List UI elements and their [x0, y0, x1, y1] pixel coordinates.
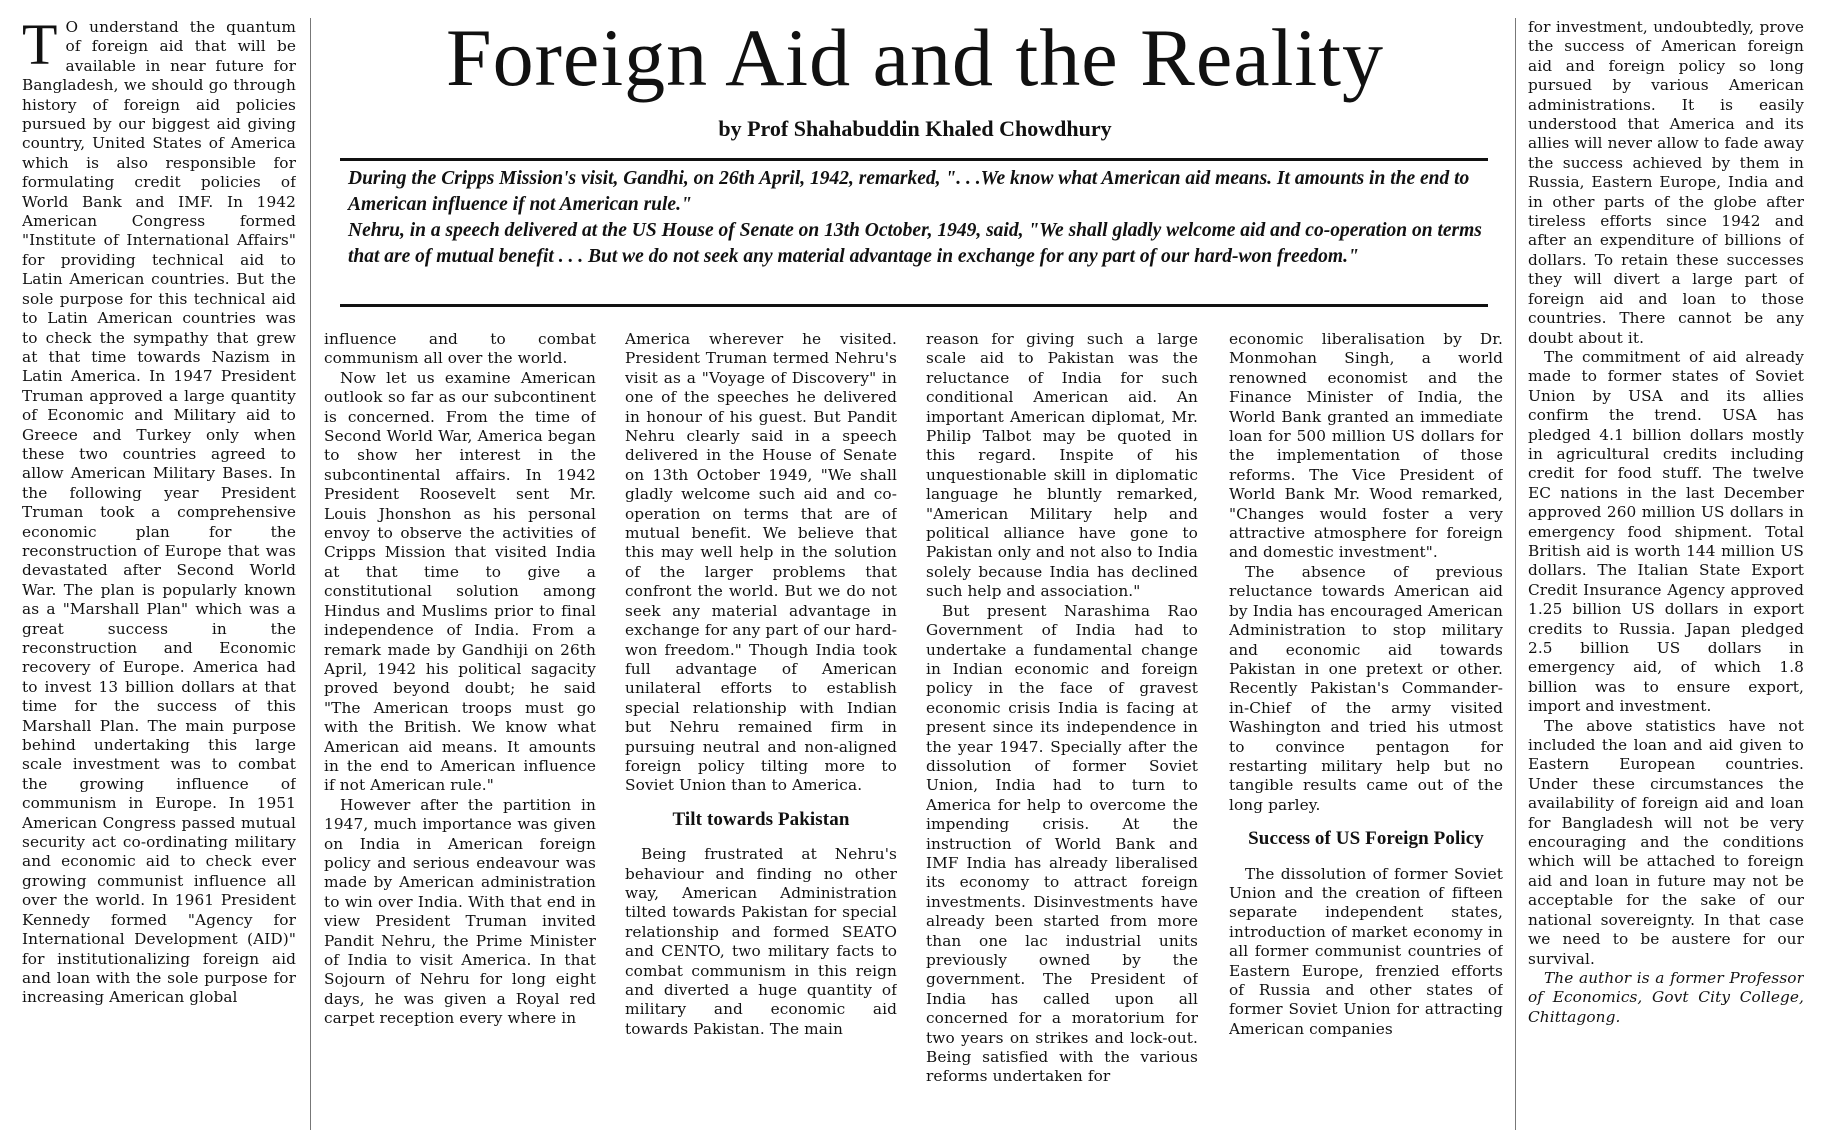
column-2: [324, 330, 596, 1130]
body-paragraph: Being frustrated at Nehru's behaviour and finding no other way, American Administration tilted towards Pakistan for special relationship and formed SEATO and CENTO, two military facts to combat communism in this reign and diverted a huge quantity of military and economic aid towards Pakistan. The main: [625, 845, 897, 1038]
body-paragraph: The commitment of aid already made to former states of Soviet Union by USA and its allies confirm the trend. USA has pledged 4.1 billion dollars mostly in agricultural credits including credit for food stuff. The twelve EC nations in the last December approved 260 million US dollars in emergency food shipment. Total British aid is worth 144 million US dollars. The Italian State Export Credit Insurance Agency approved 1.25 billion US dollars in export credits to Russia. Japan pledged 2.5 billion US dollars in emergency aid, of which 1.8 billion was to ensure export, import and investment.: [1528, 347, 1804, 716]
body-paragraph: The absence of previous reluctance towards American aid by India has encouraged American Administration to stop military and economic aid towards Pakistan in one pretext or other. Recently Pakistan's Commander-in-Chief of the army visited Washington and tried his utmost to convince pentagon for restarting military help but no tangible results came out of the long parley.: [1229, 562, 1503, 814]
column-4: [926, 330, 1198, 1130]
body-paragraph: reason for giving such a large scale aid to Pakistan was the reluctance of India for such conditional American aid. An important American diplomat, Mr. Philip Talbot may be quoted in this regard. Inspite of his unquestionable skill in diplomatic language he bluntly remarked, "American Military help and political alliance have gone to Pakistan only and not also to India solely because India has declined such help and association.": [926, 330, 1198, 601]
author-credit: The author is a former Professor of Economics, Govt City College, Chittagong.: [1528, 968, 1804, 1026]
body-paragraph: influence and to combat communism all over the world.: [324, 330, 596, 368]
pullquote-gandhi: During the Cripps Mission's visit, Gandhi, on 26th April, 1942, remarked, ". . .We know what American aid means. It amounts in the end to American influence if not American rule.": [348, 168, 1470, 215]
column-5: [1229, 330, 1503, 1130]
subheading-tilt-towards-pakistan: Tilt towards Pakistan: [672, 808, 850, 830]
column-divider: [310, 18, 311, 1130]
body-paragraph: However after the partition in 1947, much importance was given on India in American foreign policy and serious endeavour was made by American administration to win over India. With that end in view President Truman invited Pandit Nehru, the Prime Minister of India to visit America. In that Sojourn of Nehru for long eight days, he was given a Royal red carpet reception every where in: [324, 795, 596, 1028]
pullquote-bottom-rule: [340, 304, 1488, 307]
subheading-success-of-us-foreign-policy: Success of US Foreign Policy: [1248, 828, 1484, 850]
body-paragraph: The above statistics have not included the loan and aid given to Eastern European countries. Under these circumstances the availability of foreign aid and loan for Bangladesh will not be very encouraging and the conditions which will be attached to foreign aid and loan in future may not be acceptable for the sake of our national sovereignty. In that case we need to be austere for our survival.: [1528, 716, 1804, 968]
body-paragraph: Now let us examine American outlook so far as our subcontinent is concerned. From the time of Second World War, America began to show her interest in the subcontinental affairs. In 1942 President Roosevelt sent Mr. Louis Jhonshon as his personal envoy to observe the activities of Cripps Mission that visited India at that time to give a constitutional solution among Hindus and Muslims prior to final independence of India. From a remark made by Gandhiji on 26th April, 1942 his political sagacity proved beyond doubt; he said "The American troops must go with the British. We know what American aid means. It amounts in the end to American influence if not American rule.": [324, 368, 596, 795]
column-1: [22, 18, 296, 1130]
pullquote-top-rule: [340, 158, 1488, 161]
column-divider: [1515, 18, 1516, 1130]
column-3: [625, 330, 897, 1130]
body-paragraph: for investment, undoubtedly, prove the success of American foreign aid and foreign policy so long pursued by various American administrations. It is easily understood that America and its allies will never allow to fade away the success achieved by them in Russia, Eastern Europe, India and in other parts of the globe after tireless efforts since 1942 and after an expenditure of billions of dollars. To retain these successes they will divert a large part of foreign aid and loan to those countries. There cannot be any doubt about it.: [1528, 18, 1804, 347]
intro-text: O understand the quantum of foreign aid that will be available in near future for Bangladesh, we should go through history of foreign aid policies pursued by our biggest aid giving country, United States of America which is also responsible for formulating credit policies of World Bank and IMF. In 1942 American Congress formed "Institute of International Affairs" for providing technical aid to Latin American countries. But the sole purpose for this technical aid to Latin American countries was to check the sympathy that grew at that time towards Nazism in Latin America. In 1947 President Truman approved a large quantity of Economic and Military aid to Greece and Turkey only when these two countries agreed to allow American Military Bases. In the following year President Truman took a comprehensive economic plan for the reconstruction of Europe that was devastated after Second World War. The plan is popularly known as a "Marshall Plan" which was a great success in the reconstruction and Economic recovery of Europe. America had to invest 13 billion dollars at that time for the success of this Marshall Plan. The main purpose behind undertaking this large scale investment was to combat the growing influence of communism in Europe. In 1951 American Congress passed mutual security act co-ordinating military and economic aid to check ever growing communist influence all over the world. In 1961 President Kennedy formed "Agency for International Development (AID)" for institutionalizing foreign aid and loan with the sole purpose for increasing American global: [22, 18, 296, 1007]
body-paragraph: The dissolution of former Soviet Union and the creation of fifteen separate independent states, introduction of market economy in all former communist countries of Eastern Europe, frenzied efforts of Russia and other states of former Soviet Union for attracting American companies: [1229, 864, 1503, 1038]
intro-paragraph: [22, 18, 296, 1008]
column-6: [1528, 18, 1804, 1130]
body-paragraph: America wherever he visited. President Truman termed Nehru's visit as a "Voyage of Discovery" in one of the speeches he delivered in honour of his guest. But Pandit Nehru clearly said in a speech delivered in the House of Senate on 13th October 1949, "We shall gladly welcome such aid and co-operation on terms that are of mutual benefit. We believe that this may well help in the solution of the larger problems that confront the world. But we do not seek any material advantage in exchange for any part of our hard-won freedom." Though India took full advantage of American unilateral efforts to establish special relationship with Indian but Nehru remained firm in pursuing neutral and non-aligned foreign policy tilting more to Soviet Union than to America.: [625, 330, 897, 795]
byline: by Prof Shahabuddin Khaled Chowdhury: [718, 116, 1112, 141]
article-headline: Foreign Aid and the Reality: [446, 12, 1384, 103]
body-paragraph: But present Narashima Rao Government of India had to undertake a fundamental change in Indian economic and foreign policy in the face of gravest economic crisis India is facing at present since its independence in the year 1947. Specially after the dissolution of former Soviet Union, India had to turn to America for help to overcome the impending crisis. At the instruction of World Bank and IMF India has already liberalised its economy to attract foreign investments. Disinvestments have already been started from more than one lac industrial units previously owned by the government. The President of India has called upon all concerned for a moratorium for two years on strikes and lock-out. Being satisfied with the various reforms undertaken for: [926, 601, 1198, 1086]
pullquote-nehru: Nehru, in a speech delivered at the US House of Senate on 13th October, 1949, said, "We shall gladly welcome aid and co-operation on terms that are of mutual benefit . . . But we do not seek any material advantage in exchange for any part of our hard-won freedom.": [348, 220, 1482, 267]
drop-cap: T: [22, 18, 58, 77]
pullquote: [348, 166, 1482, 270]
body-paragraph: economic liberalisation by Dr. Monmohan Singh, a world renowned economist and the Finance Minister of India, the World Bank granted an immediate loan for 500 million US dollars for the implementation of those reforms. The Vice President of World Bank Mr. Wood remarked, "Changes would foster a very attractive atmosphere for foreign and domestic investment".: [1229, 330, 1503, 562]
